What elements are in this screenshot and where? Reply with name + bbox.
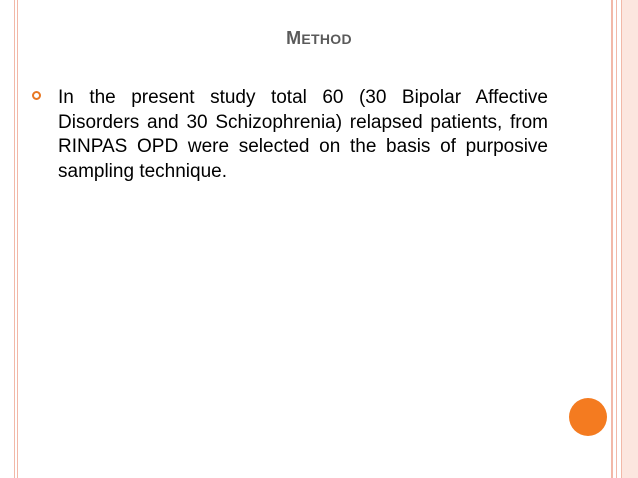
slide-title <box>0 28 638 49</box>
right-border-line-mid <box>616 0 617 478</box>
left-border-line-inner <box>17 0 18 478</box>
orange-dot-icon <box>569 398 607 436</box>
title-first-letter: M <box>286 28 302 48</box>
left-border-line <box>14 0 15 478</box>
bullet-text: In the present study total 60 (30 Bipolar Affective Disorders and 30 Schizophrenia) relapsed patients, from RINPAS OPD were selected on the basis of purposive sampling technique. <box>58 87 548 182</box>
title-rest: ETHOD <box>301 31 352 47</box>
right-border-band <box>622 0 638 478</box>
hollow-circle-bullet-icon <box>32 91 41 100</box>
right-border-line <box>611 0 613 478</box>
